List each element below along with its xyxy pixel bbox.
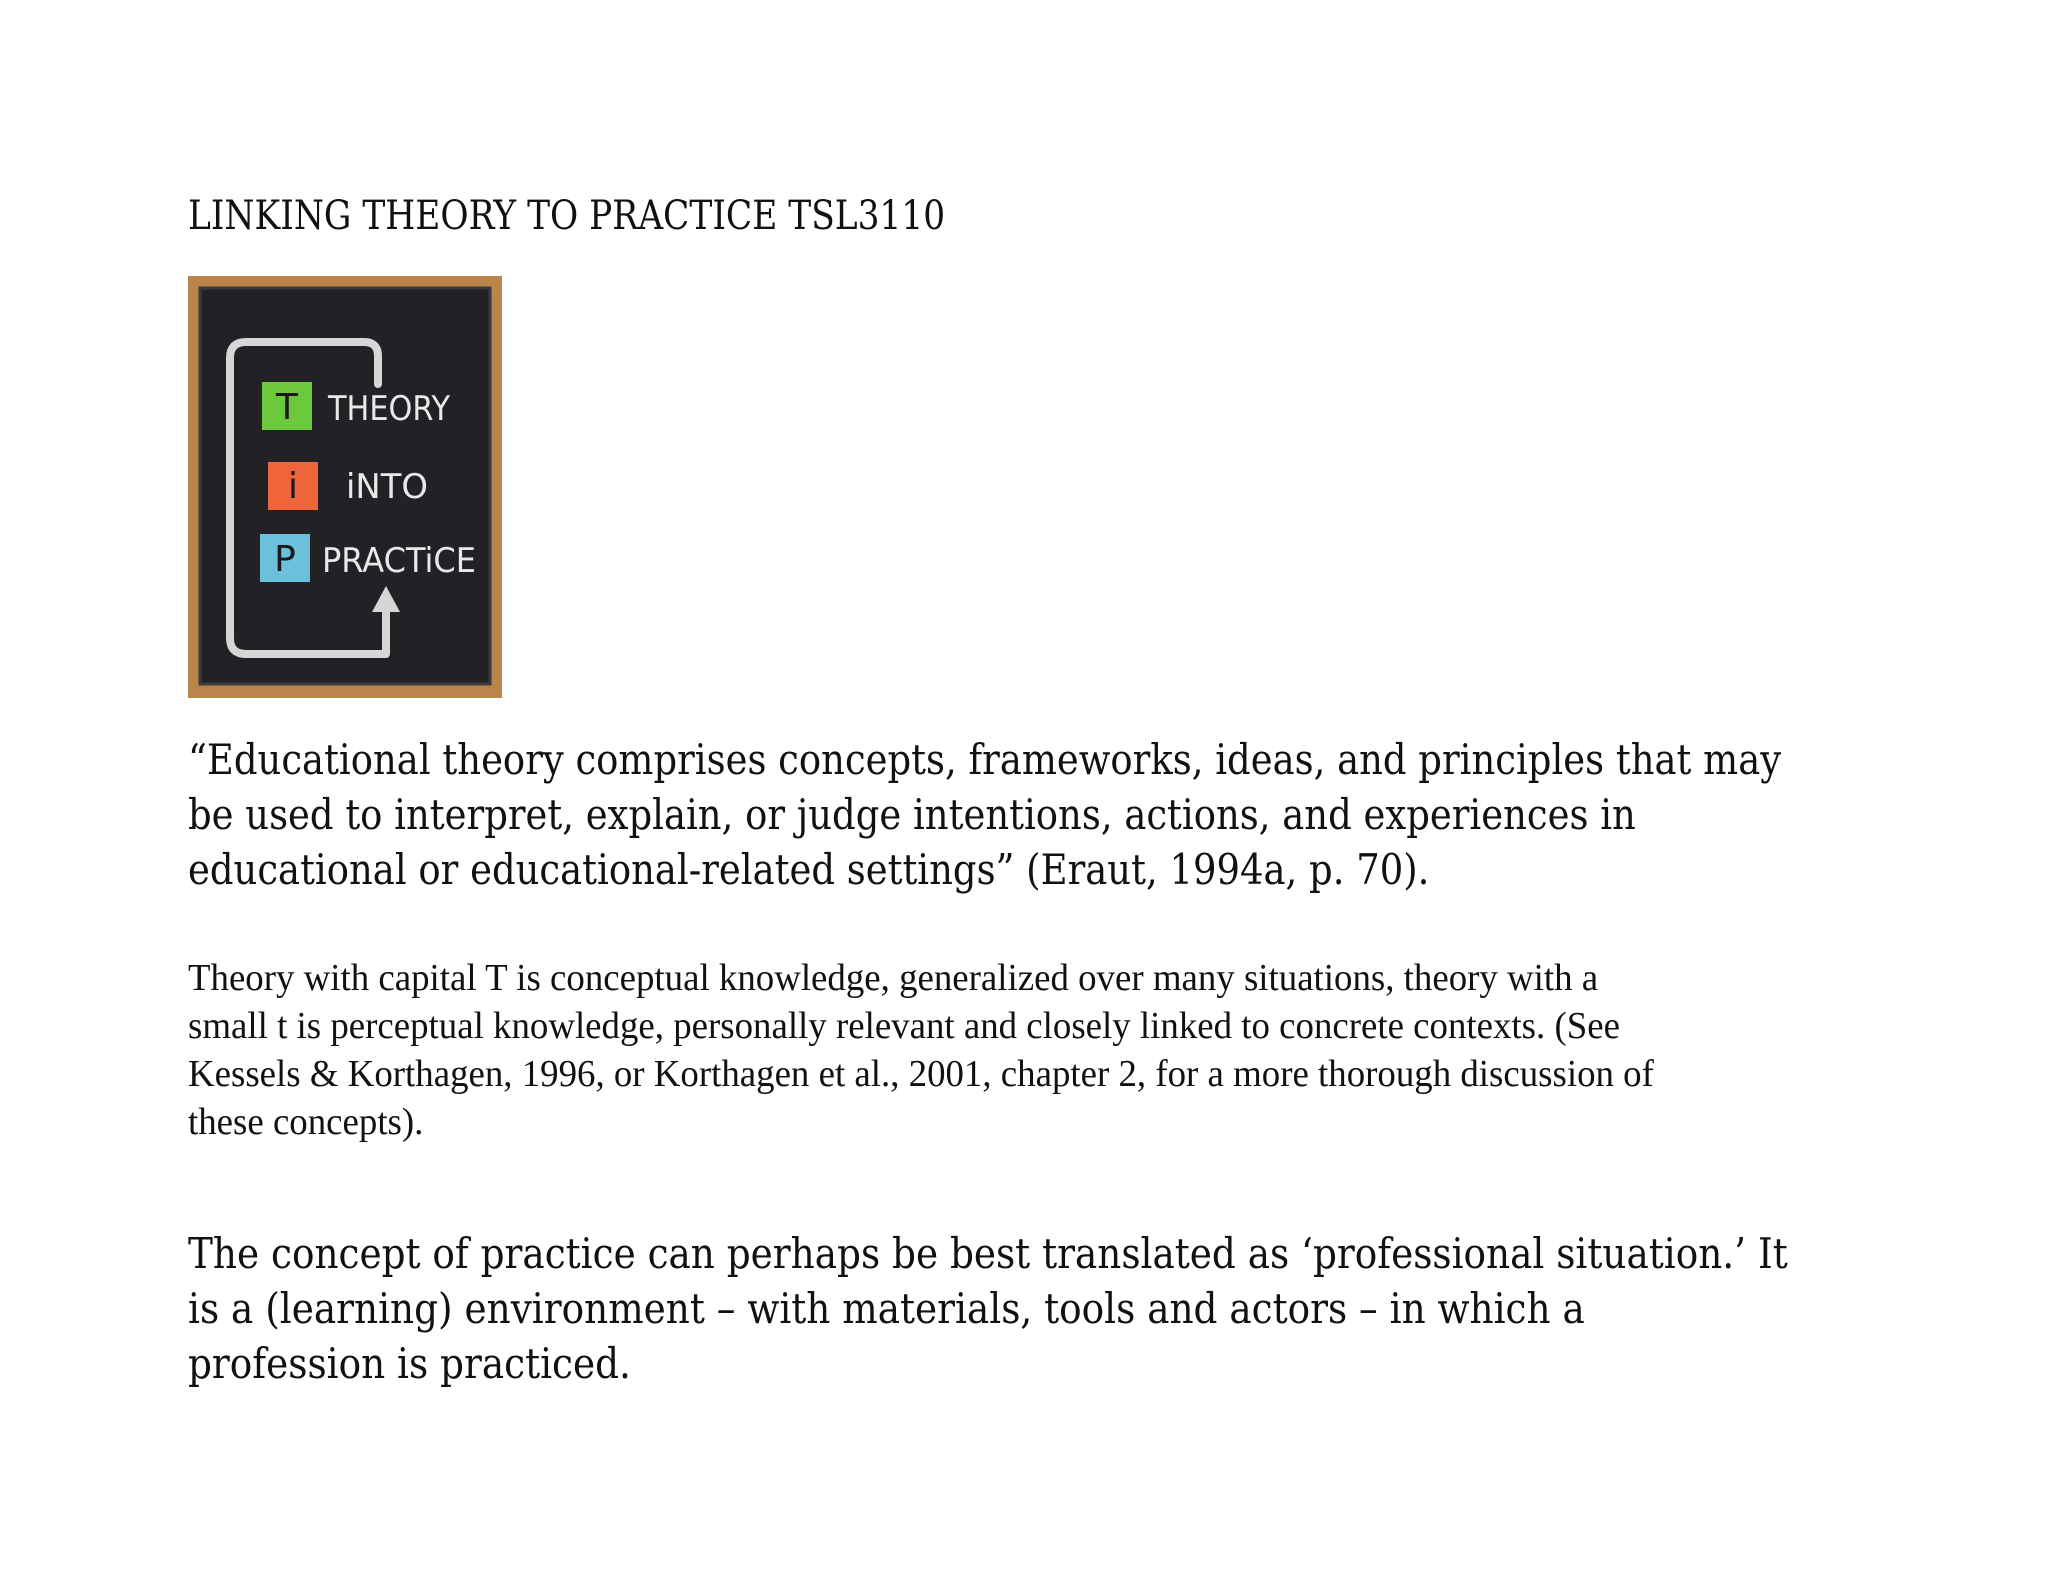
practice-line: The concept of practice can perhaps be best translated as ‘professional situation.’ It [188, 1229, 1788, 1278]
quote-line: educational or educational-related settings” (Eraut, 1994a, p. 70). [188, 845, 1430, 894]
quote-line: be used to interpret, explain, or judge intentions, actions, and experiences in [188, 790, 1636, 839]
sticky-note-i-letter: i [287, 466, 299, 507]
theory-into-practice-chalkboard-image [188, 276, 502, 698]
theory-definition-paragraph [188, 954, 1837, 1146]
chalkboard-surface [200, 288, 490, 684]
theory-line: these concepts). [188, 1101, 424, 1143]
eraut-quote-paragraph [188, 732, 1782, 897]
practice-line: profession is practiced. [188, 1339, 631, 1388]
theory-line: Kessels & Korthagen, 1996, or Korthagen et al., 2001, chapter 2, for a more thorough discussion of [188, 1053, 1654, 1095]
theory-line: Theory with capital T is conceptual knowledge, generalized over many situations, theory with a [188, 957, 1599, 999]
practice-line: is a (learning) environment – with materials, tools and actors – in which a [188, 1284, 1585, 1333]
chalk-word-practice: PRACTiCE [322, 541, 476, 581]
practice-definition-paragraph [188, 1226, 1788, 1391]
theory-line: small t is perceptual knowledge, personally relevant and closely linked to concrete contexts. (See [188, 1005, 1620, 1047]
chalk-word-theory: THEORY [327, 389, 451, 429]
document-title: LINKING THEORY TO PRACTICE TSL3110 [188, 193, 946, 239]
sticky-note-t-letter: T [276, 387, 298, 428]
chalk-word-into: iNTO [346, 467, 428, 507]
quote-line: “Educational theory comprises concepts, frameworks, ideas, and principles that may [188, 735, 1782, 784]
sticky-note-p-letter: P [274, 539, 296, 580]
